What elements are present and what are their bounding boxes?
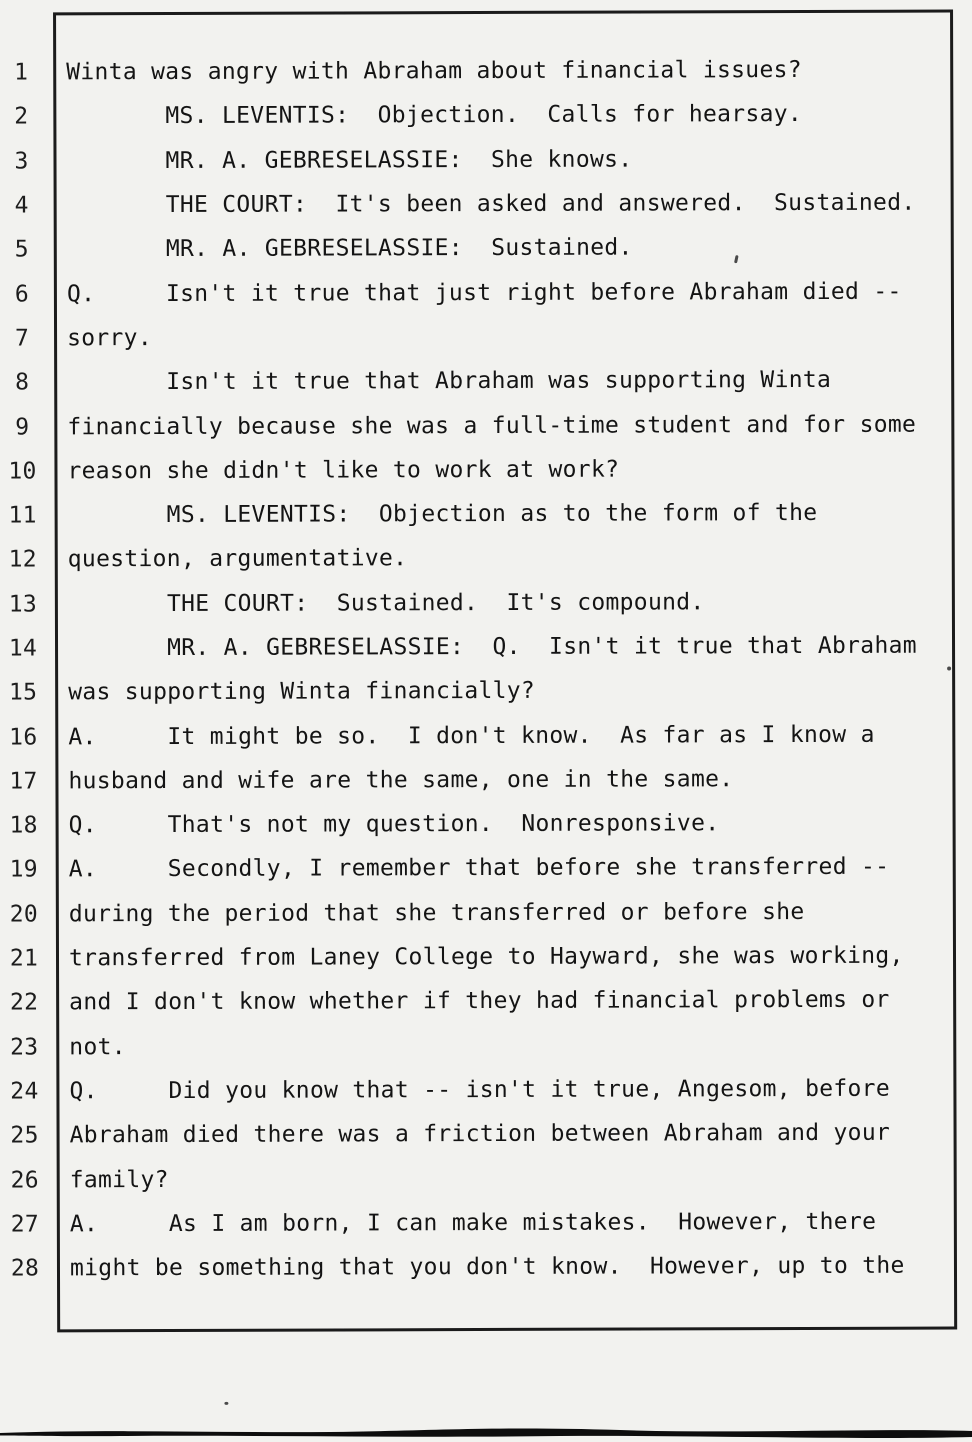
line-text: Q. That's not my question. Nonresponsive. (68, 810, 720, 839)
line-number: 18 (9, 812, 38, 839)
line-number: 5 (14, 236, 29, 263)
transcript-line (2, 579, 972, 626)
line-number: 2 (14, 103, 29, 130)
line-number: 25 (10, 1122, 39, 1149)
line-number: 23 (10, 1034, 39, 1061)
line-text: A. Secondly, I remember that before she transferred -- (68, 854, 890, 883)
line-number: 20 (9, 901, 39, 928)
line-text: not. (69, 1033, 126, 1060)
line-text: husband and wife are the same, one in the same. (68, 766, 734, 795)
scan-speck (224, 1402, 228, 1405)
line-text: was supporting Winta financially? (68, 678, 536, 706)
transcript-line (2, 490, 972, 537)
scanner-edge-streak (0, 1422, 972, 1442)
line-text: and I don't know whether if they had financial problems or (69, 987, 890, 1016)
transcript-line (3, 845, 972, 892)
line-number: 6 (14, 281, 30, 308)
transcript-line (1, 402, 972, 449)
line-text: financially because she was a full-time student and for some (67, 411, 917, 440)
transcript-line (2, 756, 972, 803)
line-number: 13 (8, 591, 38, 618)
transcript-line (2, 535, 972, 582)
line-number: 22 (9, 989, 39, 1016)
transcript-line (3, 978, 972, 1025)
line-number: 19 (9, 856, 38, 883)
line-number: 27 (10, 1211, 40, 1238)
line-number: 1 (14, 59, 29, 86)
transcript-line (1, 180, 972, 227)
line-number: 9 (15, 413, 30, 440)
line-number: 10 (8, 458, 37, 485)
line-number: 8 (15, 369, 30, 396)
transcript-line (0, 47, 972, 94)
line-text: sorry. (67, 324, 152, 352)
line-text: MR. A. GEBRESELASSIE: Sustained. (66, 234, 633, 263)
line-text: Q. Isn't it true that just right before Abraham died -- (66, 278, 902, 307)
transcript-line (4, 1155, 972, 1202)
transcript-line (3, 889, 972, 936)
line-number: 17 (9, 768, 38, 795)
line-text: Winta was angry with Abraham about financial issues? (66, 57, 802, 86)
line-text: reason she didn't like to work at work? (67, 456, 620, 485)
line-number: 14 (8, 635, 38, 662)
transcript-line (0, 136, 972, 183)
line-number: 15 (8, 679, 38, 706)
line-text: MS. LEVENTIS: Objection. Calls for hearsay. (66, 101, 803, 130)
line-text: A. It might be so. I don't know. As far as I know a (68, 721, 875, 750)
transcript-line (3, 1111, 972, 1158)
transcript-line (3, 1066, 972, 1113)
line-number: 21 (9, 945, 39, 972)
transcript-line (1, 269, 972, 316)
line-text: Q. Did you know that -- isn't it true, Angesom, before (69, 1075, 891, 1105)
line-text: transferred from Laney College to Hayward, she was working, (68, 942, 904, 972)
line-number: 12 (8, 546, 37, 573)
line-number: 11 (8, 502, 37, 529)
line-number: 16 (9, 724, 38, 751)
line-number: 7 (14, 325, 30, 352)
line-text: might be something that you don't know. However, up to the (69, 1252, 905, 1282)
transcript-line (0, 92, 972, 139)
transcript-line (2, 668, 972, 715)
transcript-line (4, 1243, 972, 1290)
line-text: MR. A. GEBRESELASSIE: She knows. (66, 146, 633, 175)
line-number: 24 (10, 1078, 39, 1105)
transcript-line (1, 358, 972, 405)
transcript-line (1, 446, 972, 493)
line-number: 26 (10, 1166, 39, 1194)
transcript-lines (0, 47, 972, 1290)
line-text: during the period that she transferred or before she (68, 898, 805, 928)
transcript-line (1, 313, 972, 360)
transcript-line (3, 801, 972, 848)
line-number: 4 (14, 192, 29, 219)
line-text: THE COURT: Sustained. It's compound. (67, 589, 705, 618)
line-number: 28 (10, 1255, 40, 1282)
scan-speck (947, 667, 951, 671)
transcript-line (4, 1199, 972, 1246)
line-text: A. As I am born, I can make mistakes. However, there (69, 1208, 877, 1238)
transcript-line (2, 712, 972, 759)
transcript-line (3, 933, 972, 980)
transcript-line (1, 225, 972, 272)
line-text: question, argumentative. (67, 545, 408, 573)
transcript-line (3, 1022, 972, 1069)
line-number: 3 (14, 148, 29, 175)
line-text: Isn't it true that Abraham was supporting Winta (67, 367, 832, 396)
line-text: family? (69, 1166, 169, 1193)
line-text: MR. A. GEBRESELASSIE: Q. Isn't it true that Abraham (67, 632, 917, 662)
transcript-line (2, 623, 972, 670)
line-text: MS. LEVENTIS: Objection as to the form of the (67, 500, 818, 529)
line-text: Abraham died there was a friction between Abraham and your (69, 1120, 891, 1149)
line-text: THE COURT: It's been asked and answered. Sustained. (66, 189, 916, 219)
